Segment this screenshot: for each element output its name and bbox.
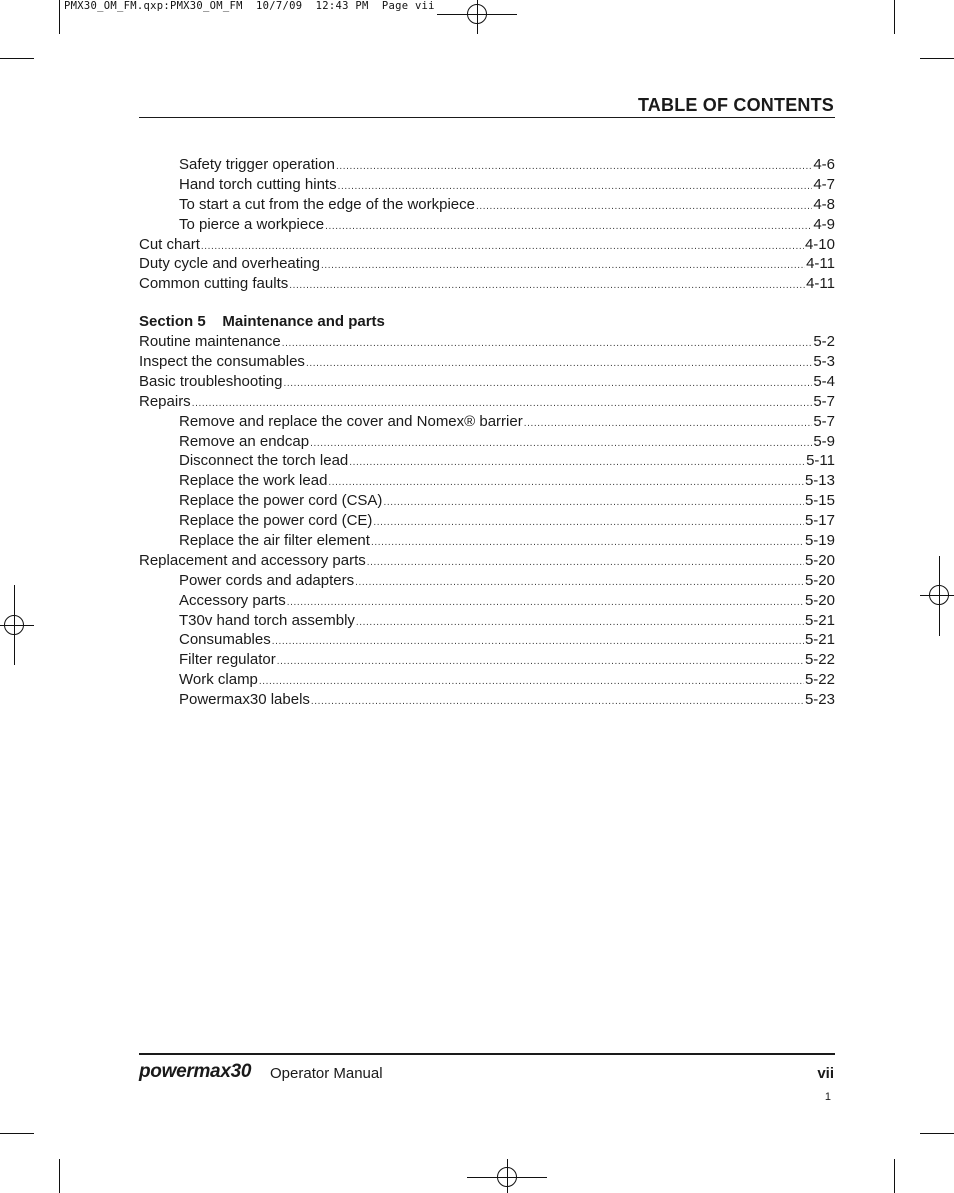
toc-entry-label: Disconnect the torch lead — [179, 452, 349, 470]
toc-entry-label: Replace the air filter element — [179, 532, 370, 550]
toc-entry[interactable] — [139, 571, 835, 591]
toc-entry-label: Consumables — [179, 631, 271, 649]
footer-rule — [139, 1053, 835, 1055]
dot-leader — [476, 197, 812, 217]
dot-leader — [287, 593, 804, 613]
toc-group-section-5 — [139, 332, 835, 710]
registration-mark-line — [939, 556, 940, 636]
dot-leader — [383, 493, 804, 513]
toc-entry-page: 5-21 — [804, 631, 835, 649]
toc-entry[interactable] — [139, 650, 835, 670]
dot-leader — [349, 453, 805, 473]
toc-entry-label: Safety trigger operation — [179, 156, 335, 173]
toc-entry-label: Duty cycle and overheating — [139, 255, 320, 273]
toc-entry-page: 5-13 — [804, 472, 835, 490]
toc-entry-label: Hand torch cutting hints — [179, 175, 337, 193]
toc-entry-page: 5-21 — [804, 611, 835, 629]
crop-mark — [0, 58, 34, 59]
toc-entry[interactable] — [139, 215, 835, 235]
toc-entry-page: 5-20 — [804, 591, 835, 609]
toc-entry-page: 5-17 — [804, 512, 835, 530]
toc-entry-page: 5-23 — [804, 691, 835, 709]
registration-mark-line — [467, 1177, 547, 1178]
toc-entry-label: Remove an endcap — [179, 432, 310, 450]
toc-entry[interactable] — [139, 392, 835, 412]
toc-entry-label: To pierce a workpiece — [179, 215, 325, 233]
folio-number: 1 — [824, 1091, 831, 1103]
toc-entry[interactable] — [139, 511, 835, 531]
dot-leader — [277, 652, 804, 672]
dot-leader — [328, 473, 804, 493]
toc-entry[interactable] — [139, 412, 835, 432]
dot-leader — [306, 354, 812, 374]
section-heading: Section 5 Maintenance and parts — [139, 313, 385, 331]
dot-leader — [321, 256, 805, 276]
toc-entry[interactable] — [139, 155, 835, 175]
toc-entry-page: 5-9 — [813, 432, 835, 450]
toc-entry-label: Basic troubleshooting — [139, 372, 283, 390]
dot-leader — [373, 513, 804, 533]
toc-entry-page: 5-19 — [804, 532, 835, 550]
toc-entry-page: 5-15 — [804, 492, 835, 510]
toc-entry[interactable] — [139, 670, 835, 690]
toc-entry[interactable] — [139, 274, 835, 294]
toc-entry[interactable] — [139, 531, 835, 551]
registration-mark-line — [0, 625, 34, 626]
toc-entry-label: Work clamp — [179, 671, 258, 689]
dot-leader — [371, 533, 804, 553]
toc-entry[interactable] — [139, 332, 835, 352]
toc-entry-page: 4-9 — [813, 215, 835, 233]
toc-entry[interactable] — [139, 491, 835, 511]
toc-entry-page: 4-6 — [813, 156, 835, 173]
toc-entry[interactable] — [139, 432, 835, 452]
toc-entry[interactable] — [139, 195, 835, 215]
dot-leader — [272, 632, 804, 652]
title-rule — [139, 117, 835, 118]
toc-entry-page: 4-11 — [806, 255, 835, 273]
toc-entry-label: Repairs — [139, 392, 191, 410]
dot-leader — [259, 672, 804, 692]
manual-title: Operator Manual — [270, 1065, 383, 1082]
crop-mark — [59, 0, 60, 34]
toc-entry-label: To start a cut from the edge of the workpiece — [179, 195, 475, 213]
toc-entry[interactable] — [139, 175, 835, 195]
dot-leader — [356, 613, 804, 633]
dot-leader — [282, 334, 813, 354]
toc-entry[interactable] — [139, 630, 835, 650]
toc-entry[interactable] — [139, 235, 835, 255]
crop-mark — [920, 1133, 954, 1134]
dot-leader — [355, 573, 804, 593]
toc-entry[interactable] — [139, 690, 835, 710]
toc-entry-label: Inspect the consumables — [139, 353, 305, 371]
toc-entry-label: Power cords and adapters — [179, 571, 355, 589]
toc-entry[interactable] — [139, 254, 835, 274]
toc-entry-page: 5-11 — [806, 452, 835, 470]
toc-entry-page: 4-11 — [806, 275, 835, 293]
crop-mark — [0, 1133, 34, 1134]
toc-entry[interactable] — [139, 372, 835, 392]
dot-leader — [311, 692, 804, 712]
toc-entry-page: 5-20 — [804, 551, 835, 569]
toc-entry[interactable] — [139, 551, 835, 571]
dot-leader — [325, 217, 812, 237]
toc-entry-label: Powermax30 labels — [179, 691, 310, 709]
toc-entry[interactable] — [139, 611, 835, 631]
brand-logo: powermax30 — [139, 1061, 252, 1082]
page-title: TABLE OF CONTENTS — [637, 95, 834, 115]
toc-entry[interactable] — [139, 471, 835, 491]
toc-entry-page: 5-22 — [804, 671, 835, 689]
toc-entry-page: 5-22 — [804, 651, 835, 669]
toc-entry-page: 5-3 — [813, 353, 835, 371]
toc-entry-page: 4-7 — [813, 175, 835, 193]
print-slug: PMX30_OM_FM.qxp:PMX30_OM_FM 10/7/09 12:43 PM Page vii — [64, 0, 435, 12]
registration-mark-line — [507, 1159, 508, 1193]
page-number: vii — [817, 1065, 834, 1082]
toc-entry-label: Common cutting faults — [139, 275, 289, 293]
toc-entry[interactable] — [139, 451, 835, 471]
registration-mark-line — [920, 595, 954, 596]
toc-entry-label: T30v hand torch assembly — [179, 611, 355, 629]
registration-mark-line — [477, 0, 478, 34]
toc-entry-page: 5-7 — [813, 412, 835, 430]
dot-leader — [367, 553, 804, 573]
toc-entry-label: Remove and replace the cover and Nomex® barrier — [179, 412, 523, 430]
dot-leader — [524, 414, 813, 434]
dot-leader — [283, 374, 812, 394]
toc-entry-label: Replace the work lead — [179, 472, 328, 490]
toc-entry-page: 5-4 — [813, 372, 835, 390]
toc-entry-label: Cut chart — [139, 235, 200, 253]
crop-mark — [920, 58, 954, 59]
toc-group-section-4 — [139, 155, 835, 294]
toc-entry-page: 5-7 — [813, 392, 835, 410]
toc-entry-page: 5-2 — [813, 333, 835, 351]
toc-entry[interactable] — [139, 591, 835, 611]
table-of-contents — [139, 155, 835, 710]
toc-entry-page: 4-10 — [804, 235, 835, 253]
toc-entry-label: Routine maintenance — [139, 333, 281, 351]
toc-entry-label: Accessory parts — [179, 591, 286, 609]
toc-entry-label: Replacement and accessory parts — [139, 551, 366, 569]
toc-entry-page: 5-20 — [804, 571, 835, 589]
toc-entry-label: Replace the power cord (CE) — [179, 512, 373, 530]
toc-entry[interactable] — [139, 352, 835, 372]
dot-leader — [310, 434, 812, 454]
dot-leader — [289, 276, 805, 296]
toc-entry-page: 4-8 — [813, 195, 835, 213]
toc-entry-label: Replace the power cord (CSA) — [179, 492, 383, 510]
toc-entry-label: Filter regulator — [179, 651, 276, 669]
crop-mark — [894, 1159, 895, 1193]
crop-mark — [59, 1159, 60, 1193]
dot-leader — [336, 157, 812, 177]
crop-mark — [894, 0, 895, 34]
